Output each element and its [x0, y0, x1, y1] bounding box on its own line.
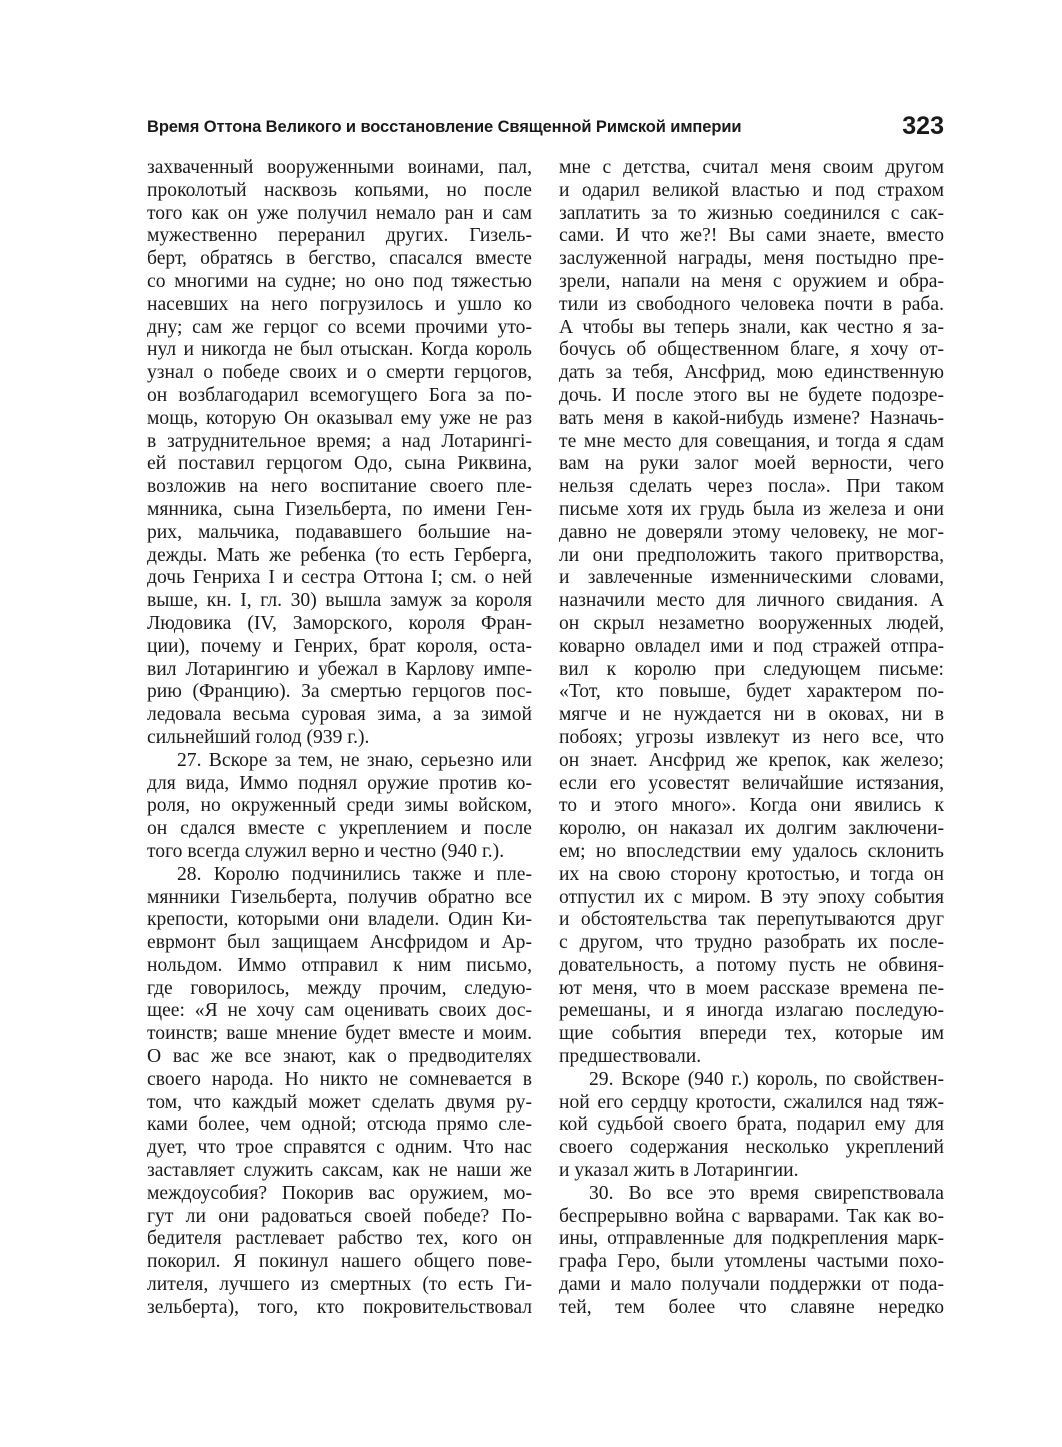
text-line: беспрерывно война с варварами. Так как во-: [559, 1205, 944, 1227]
text-line: тили из свободного человека почти в раба.: [559, 293, 944, 315]
text-line: дами и мало получали поддержки от пода-: [559, 1274, 944, 1296]
text-line: дует, что трое справятся с одним. Что нас: [147, 1137, 532, 1159]
text-line: рих, мальчика, подававшего большие на-: [147, 521, 532, 543]
text-line: и указал жить в Лотарингии.: [559, 1160, 799, 1182]
page-number: 323: [902, 112, 944, 140]
text-line: коварно овладел ими и под стражей отпра-: [559, 635, 944, 657]
text-line: тей, тем более что славяне нередко: [559, 1296, 944, 1318]
text-line: ледовала весьма суровая зима, а за зимой: [147, 704, 532, 726]
text-line: крепости, которыми они владели. Один Ки-: [147, 909, 532, 931]
text-column-right: [559, 157, 944, 1320]
text-line: письме хотя их грудь была из железа и они: [559, 498, 944, 520]
text-line: том, что каждый может сделать двумя ру-: [147, 1091, 532, 1113]
text-line: щее: «Я не хочу сам оценивать своих дос-: [147, 1000, 532, 1022]
text-line: он скрыл незаметно вооруженных людей,: [559, 612, 944, 634]
text-line: междоусобия? Покорив вас оружием, мо-: [147, 1182, 532, 1204]
text-line: графа Геро, были утомлены частыми похо-: [559, 1251, 944, 1273]
text-line: ют меня, что в моем рассказе времена пе-: [559, 977, 944, 999]
text-line: проколотый насквозь копьями, но после: [147, 179, 532, 201]
text-line: своего народа. Но никто не сомневается в: [147, 1068, 532, 1090]
text-line: мягче и не нуждается ни в оковах, ни в: [559, 704, 944, 726]
text-line: узнал о победе своих и о смерти герцогов,: [147, 362, 532, 384]
text-line: того как он уже получил немало ран и сам: [147, 202, 532, 224]
text-line: рию (Францию). За смертью герцогов пос-: [147, 681, 532, 703]
text-line: он возблагодарил всемогущего Бога за по-: [147, 384, 532, 406]
text-line: предшествовали.: [559, 1046, 702, 1068]
text-line: и завлеченные изменническими словами,: [559, 567, 944, 589]
text-line: с другом, что трудно разобрать их после-: [559, 932, 944, 954]
text-line: ей поставил герцогом Одо, сына Риквина,: [147, 453, 532, 475]
text-line: мянника, сына Гизельберта, по имени Ген-: [147, 498, 532, 520]
text-line: дну; сам же герцог со всеми прочими уто-: [147, 316, 532, 338]
text-line: кой судьбой своего брата, подарил ему для: [559, 1114, 944, 1136]
text-line: довательность, а потому пусть не обвиня-: [559, 954, 944, 976]
text-line: сильнейший голод (939 г.).: [147, 726, 370, 748]
text-line: то и этого много». Когда они явились к: [559, 795, 944, 817]
text-line: побоях; угрозы извлекут из него все, что: [559, 726, 944, 748]
text-line: вил к королю при следующем письме:: [559, 658, 944, 680]
text-line: их на свою сторону кротостью, и тогда он: [559, 863, 944, 885]
text-line: ли они предположить такого притворства,: [559, 544, 944, 566]
text-line: для вида, Иммо поднял оружие против ко-: [147, 772, 532, 794]
text-line: со многими на судне; но оно под тяжестью: [147, 270, 532, 292]
text-line: дочь Генриха I и сестра Оттона I; см. о ней: [147, 567, 532, 589]
text-line: Людовика (IV, Заморского, короля Фран-: [147, 612, 532, 634]
text-line: давно не доверяли этому человеку, не мог-: [559, 521, 944, 543]
running-header: [147, 112, 944, 152]
text-line: 27. Вскоре за тем, не знаю, серьезно или: [177, 749, 532, 771]
text-line: назначили место для личного свидания. А: [559, 590, 944, 612]
text-line: того всегда служил верно и честно (940 г.).: [147, 840, 505, 862]
text-line: роля, но окруженный среди зимы войском,: [147, 795, 532, 817]
text-line: где говорилось, между прочим, следую-: [147, 977, 532, 999]
text-line: «Тот, кто повыше, будет характером по-: [559, 681, 944, 703]
text-line: если его усовестят величайшие истязания,: [559, 772, 944, 794]
text-line: те мне место для совещания, и тогда я сдам: [559, 430, 944, 452]
text-line: своего содержания несколько укреплений: [559, 1137, 944, 1159]
text-line: он знает. Ансфрид же крепок, как железо;: [559, 749, 944, 771]
text-line: покорил. Я покинул нашего общего пове-: [147, 1251, 532, 1273]
text-line: ем; но впоследствии ему удалось склонить: [559, 840, 944, 862]
text-line: гут ли они радоваться своей победе? По-: [147, 1205, 532, 1227]
text-line: ции), почему и Генрих, брат короля, оста-: [147, 635, 532, 657]
text-line: берт, обратясь в бегство, спасался вместе: [147, 248, 532, 270]
text-line: заставляет служить саксам, как не наши же: [147, 1160, 532, 1182]
text-line: дочь. И после этого вы не будете подозре-: [559, 384, 944, 406]
text-line: мянники Гизельберта, получив обратно все: [147, 886, 532, 908]
text-line: дежды. Мать же ребенка (то есть Герберга,: [147, 544, 532, 566]
text-line: заслуженной награды, меня постыдно пре-: [559, 248, 944, 270]
text-line: ками более, чем одной; отсюда прямо сле-: [147, 1114, 532, 1136]
text-line: еврмонт был защищаем Ансфридом и Ар-: [147, 932, 532, 954]
text-line: бочусь об общественном благе, я хочу от-: [559, 339, 944, 361]
text-line: бедителя растлевает рабство тех, кого он: [147, 1228, 532, 1250]
text-line: выше, кн. I, гл. 30) вышла замуж за короля: [147, 590, 532, 612]
text-line: ины, отправленные для подкрепления марк-: [559, 1228, 944, 1250]
text-line: возложив на него воспитание своего пле-: [147, 476, 532, 498]
text-line: 30. Во все это время свирепствовала: [589, 1182, 944, 1204]
text-line: насевших на него погрузилось и ушло ко: [147, 293, 532, 315]
text-line: мужественно переранил других. Гизель-: [147, 225, 532, 247]
text-line: вам на руки залог моей верности, чего: [559, 453, 944, 475]
text-line: ремешаны, и я иногда излагаю последую-: [559, 1000, 944, 1022]
text-line: нельзя сделать через посла». При таком: [559, 476, 944, 498]
text-line: в затруднительное время; а над Лотарингі-: [147, 430, 532, 452]
text-line: захваченный вооруженными воинами, пал,: [147, 157, 532, 178]
text-line: О вас же все знают, как о предводителях: [147, 1046, 532, 1068]
text-line: и обстоятельства так перепутываются друг: [559, 909, 944, 931]
text-line: 29. Вскоре (940 г.) король, по свойствен-: [589, 1068, 944, 1090]
text-line: нольдом. Иммо отправил к ним письмо,: [147, 954, 532, 976]
running-title: Время Оттона Великого и восстановление Священной Римской империи: [147, 118, 742, 136]
text-line: он сдался вместе с укреплением и после: [147, 818, 532, 840]
text-line: зельберта), того, кто покровительствовал: [147, 1296, 532, 1318]
text-line: вать меня в какой-нибудь измене? Назначь-: [559, 407, 944, 429]
text-line: мощь, которую Он оказывал ему уже не раз: [147, 407, 532, 429]
text-line: сами. И что же?! Вы сами знаете, вместо: [559, 225, 944, 247]
text-line: нул и никогда не был отыскан. Когда король: [147, 339, 532, 361]
text-column-left: [147, 157, 532, 1320]
text-line: дать за тебя, Ансфрид, мою единственную: [559, 362, 944, 384]
text-line: щие события впереди тех, которые им: [559, 1023, 944, 1045]
text-line: лителя, лучшего из смертных (то есть Ги-: [147, 1274, 532, 1296]
text-line: вил Лотарингию и убежал в Карлову импе-: [147, 658, 532, 680]
text-line: и одарил великой властью и под страхом: [559, 179, 944, 201]
text-line: заплатить за то жизнью соединился с сак-: [559, 202, 944, 224]
text-line: 28. Королю подчинились также и пле-: [177, 863, 532, 885]
text-line: тоинств; ваше мнение будет вместе и моим.: [147, 1023, 532, 1045]
text-line: ной его сердцу кротости, сжалился над тяж-: [559, 1091, 944, 1113]
text-line: зрели, напали на меня с оружием и обра-: [559, 270, 944, 292]
text-line: королю, он наказал их долгим заключени-: [559, 818, 944, 840]
text-line: отпустил их с миром. В эту эпоху события: [559, 886, 944, 908]
text-line: А чтобы вы теперь знали, как честно я за-: [559, 316, 944, 338]
text-line: мне с детства, считал меня своим другом: [559, 157, 944, 178]
